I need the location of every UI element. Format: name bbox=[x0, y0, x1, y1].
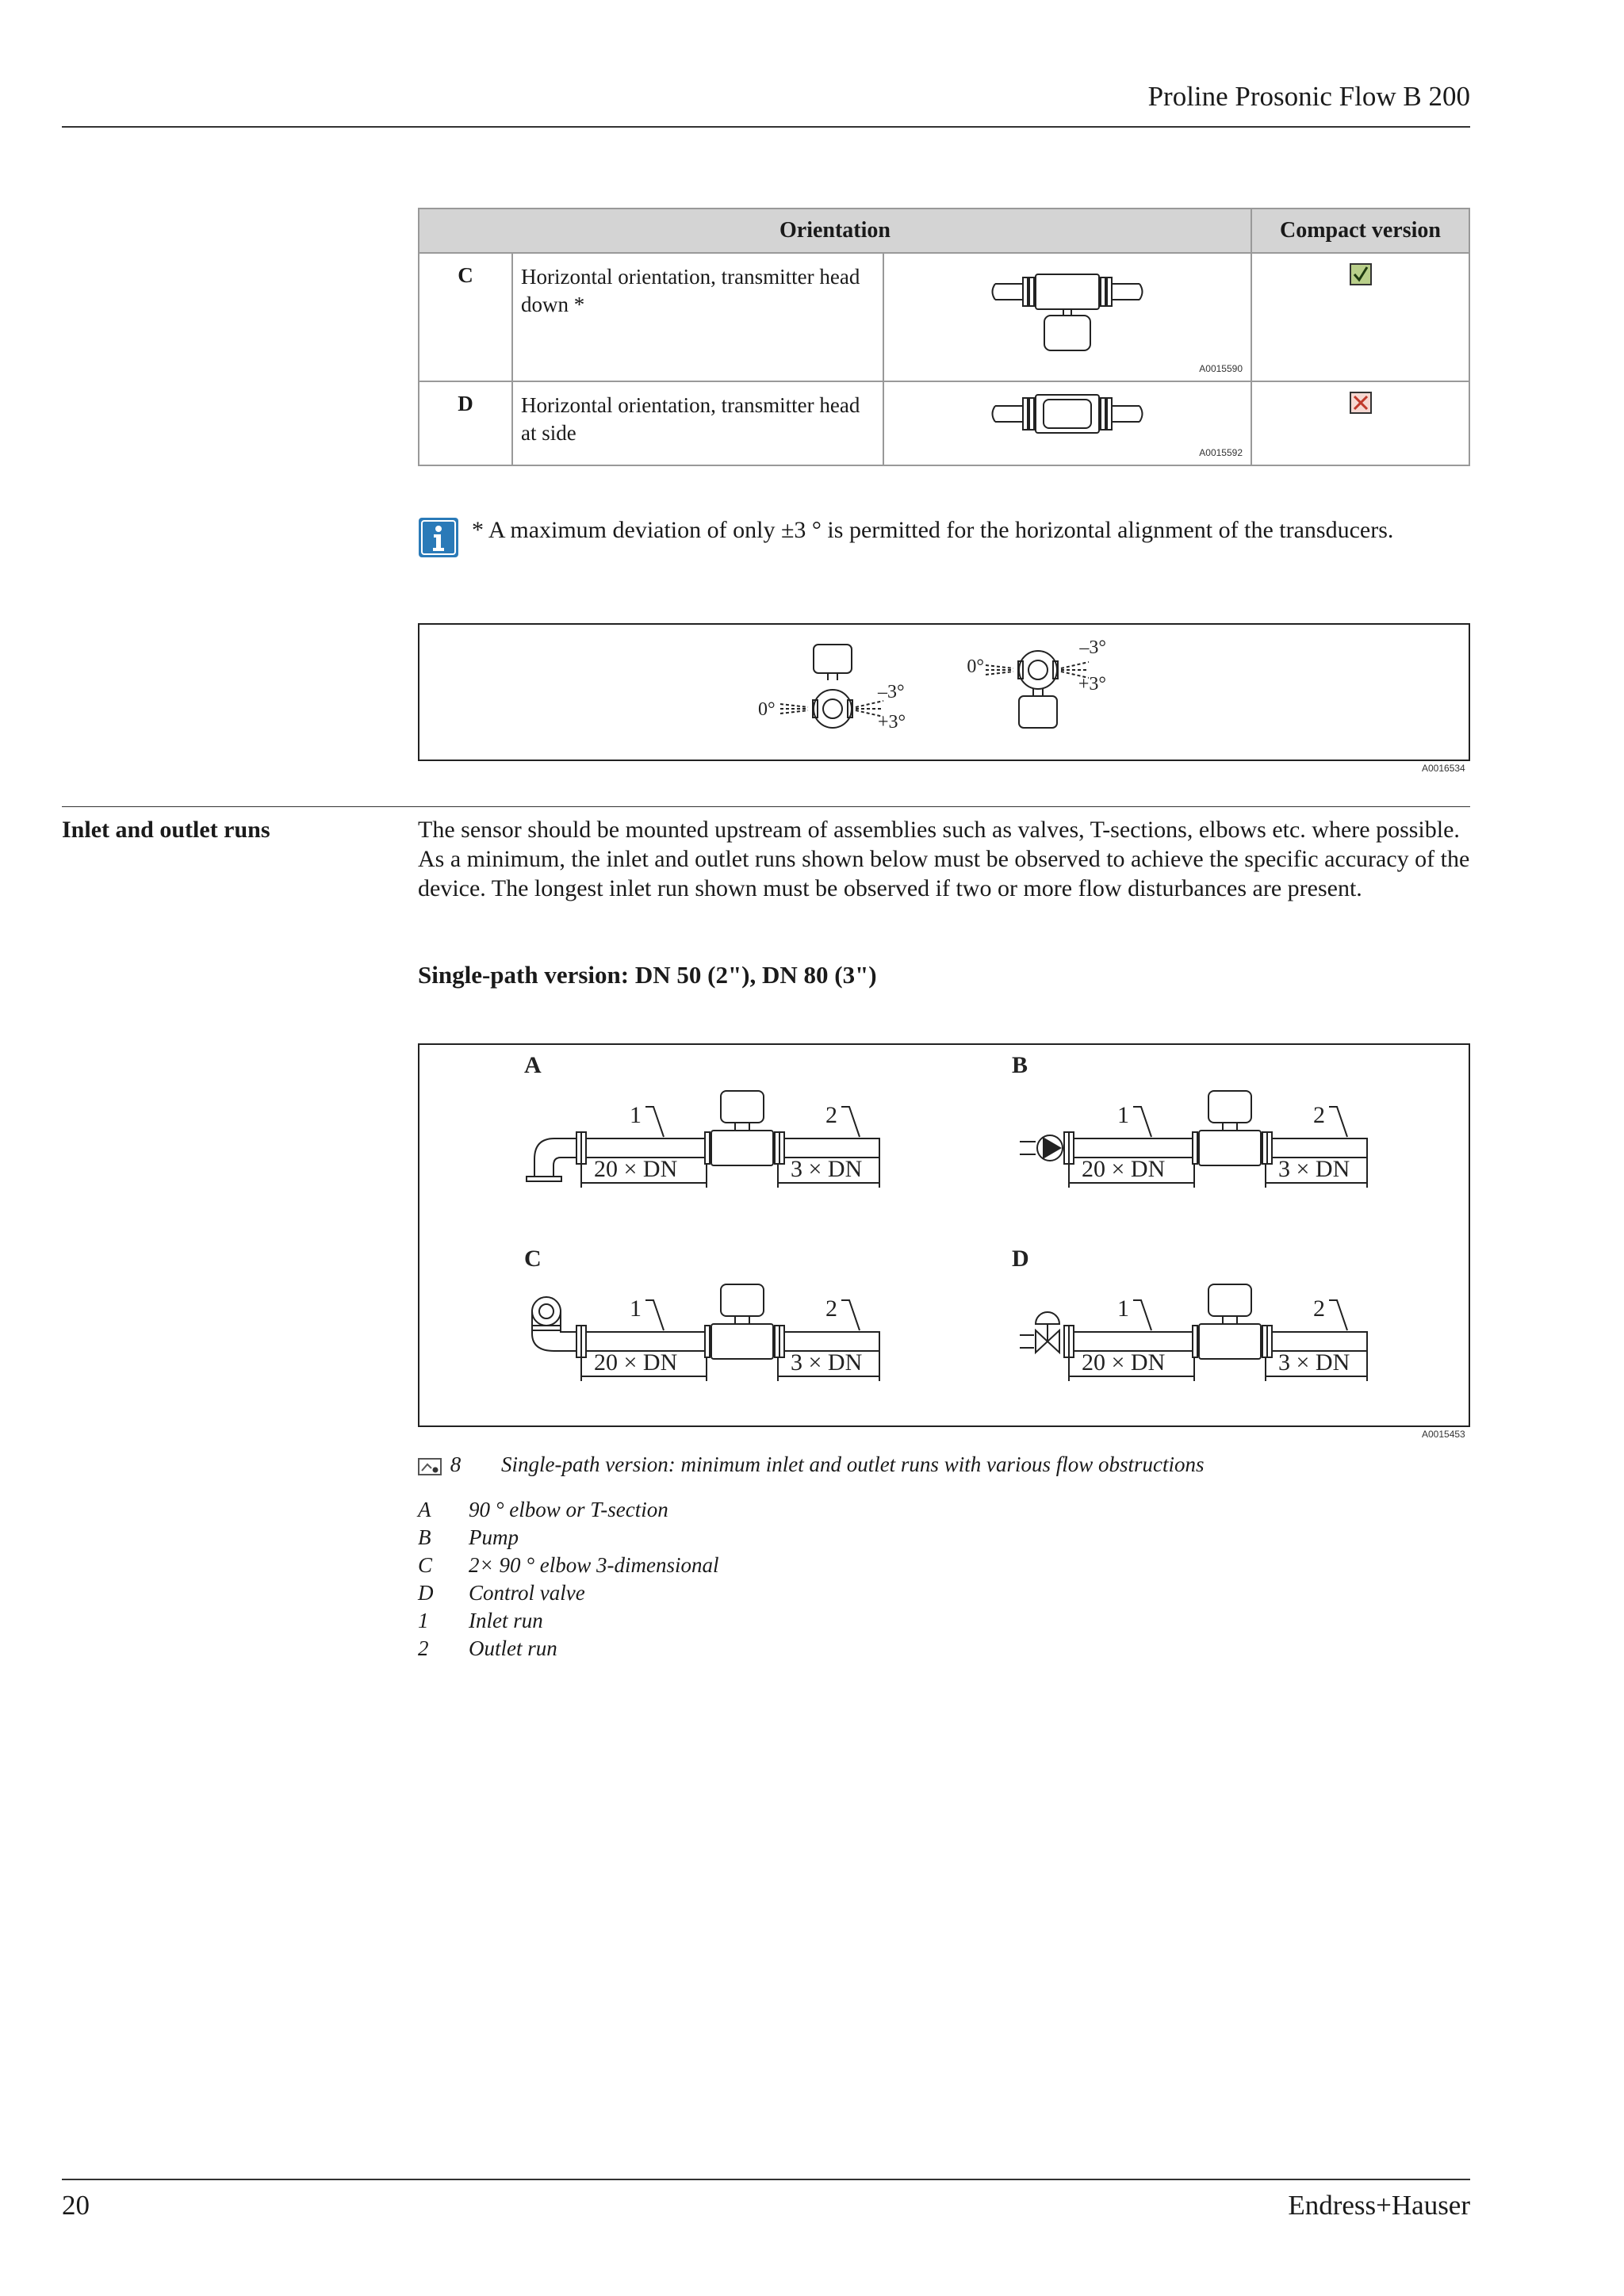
panel-label: A bbox=[524, 1052, 542, 1078]
deviation-zero-label: 0° bbox=[967, 656, 984, 677]
callout-inlet: 1 bbox=[1117, 1295, 1129, 1322]
figure-id: A0015590 bbox=[1199, 363, 1243, 374]
head-side-diagram bbox=[884, 382, 1249, 465]
inlet-dimension: 20 × DN bbox=[594, 1349, 678, 1376]
section-rule bbox=[62, 806, 1470, 807]
orientation-diagram-cell bbox=[883, 253, 1251, 381]
inlet-dimension: 20 × DN bbox=[1082, 1156, 1166, 1182]
pipe-stub bbox=[1020, 1142, 1036, 1154]
callout-outlet: 2 bbox=[825, 1102, 837, 1128]
brand-name: Endress+Hauser bbox=[1288, 2190, 1470, 2221]
pipe-stub bbox=[1020, 1335, 1034, 1348]
outlet-dimension: 3 × DN bbox=[1278, 1156, 1350, 1182]
outlet-pipe bbox=[1272, 1332, 1367, 1351]
figure-id: A0016534 bbox=[1422, 763, 1465, 774]
legend-item: 2 Outlet run bbox=[418, 1636, 557, 1660]
outlet-dimension: 3 × DN bbox=[791, 1156, 863, 1182]
elbow bbox=[534, 1138, 576, 1177]
flange bbox=[1069, 1326, 1074, 1357]
callout-leader bbox=[1133, 1107, 1151, 1137]
outlet-pipe bbox=[784, 1138, 879, 1158]
row-letter: C bbox=[419, 253, 512, 381]
flange bbox=[581, 1326, 586, 1357]
sensor-neck bbox=[1223, 1123, 1237, 1131]
inlet-outlet-figure bbox=[418, 1043, 1470, 1427]
subheading: Single-path version: DN 50 (2"), DN 80 (3") bbox=[418, 961, 877, 989]
inlet-dimension: 20 × DN bbox=[1082, 1349, 1166, 1376]
deviation-plus-label: +3° bbox=[1078, 674, 1106, 695]
col-compact-version: Compact version bbox=[1251, 209, 1469, 253]
figure-caption bbox=[418, 1452, 1205, 1477]
header-rule bbox=[62, 126, 1470, 128]
page-number: 20 bbox=[62, 2190, 90, 2221]
row-letter: D bbox=[419, 381, 512, 465]
row-description: Horizontal orientation, transmitter head at side bbox=[512, 381, 883, 465]
panel-label: B bbox=[1012, 1052, 1028, 1078]
flange bbox=[1193, 1326, 1197, 1357]
orientation-diagram-cell bbox=[883, 381, 1251, 465]
table-row bbox=[419, 381, 1469, 465]
flange bbox=[1193, 1132, 1197, 1164]
info-icon bbox=[418, 517, 459, 558]
cross-icon bbox=[1350, 392, 1372, 414]
sensor-neck bbox=[735, 1316, 749, 1324]
callout-outlet: 2 bbox=[1313, 1295, 1325, 1322]
transmitter-head bbox=[721, 1284, 764, 1316]
flowmeter-sensor bbox=[711, 1131, 773, 1165]
footer-rule bbox=[62, 2179, 1470, 2180]
callout-outlet: 2 bbox=[825, 1295, 837, 1322]
elbow-flange bbox=[527, 1177, 561, 1181]
table-row bbox=[419, 253, 1469, 381]
document-title: Proline Prosonic Flow B 200 bbox=[1147, 81, 1470, 112]
inlet-pipe bbox=[586, 1332, 705, 1351]
note-text: * A maximum deviation of only ±3 ° is permitted for the horizontal alignment of the transducers. bbox=[472, 517, 1394, 543]
compact-status bbox=[1251, 381, 1469, 465]
deviation-diagram bbox=[419, 625, 1469, 760]
outlet-dimension: 3 × DN bbox=[791, 1349, 863, 1376]
callout-leader bbox=[841, 1300, 860, 1330]
col-orientation: Orientation bbox=[419, 209, 1251, 253]
flange bbox=[705, 1326, 710, 1357]
deviation-figure bbox=[418, 623, 1470, 761]
section-heading: Inlet and outlet runs bbox=[62, 817, 270, 843]
panel-label: C bbox=[524, 1246, 542, 1272]
callout-inlet: 1 bbox=[630, 1102, 642, 1128]
callout-leader bbox=[841, 1107, 860, 1137]
legend-item: D Control valve bbox=[418, 1581, 585, 1605]
elbow-3d bbox=[532, 1297, 561, 1326]
panel-label: D bbox=[1012, 1246, 1029, 1272]
sensor-neck bbox=[735, 1123, 749, 1131]
callout-leader bbox=[645, 1300, 664, 1330]
legend-item: 1 Inlet run bbox=[418, 1609, 543, 1632]
legend-item: A 90 ° elbow or T-section bbox=[418, 1498, 668, 1521]
flange bbox=[581, 1132, 586, 1164]
compact-status bbox=[1251, 253, 1469, 381]
row-description: Horizontal orientation, transmitter head down * bbox=[512, 253, 883, 381]
elbow-flange bbox=[532, 1326, 561, 1330]
transmitter-head bbox=[1208, 1284, 1251, 1316]
legend-item: B Pump bbox=[418, 1525, 519, 1549]
caption-text: Single-path version: minimum inlet and outlet runs with various flow obstructions bbox=[501, 1452, 1205, 1476]
outlet-dimension: 3 × DN bbox=[1278, 1349, 1350, 1376]
outlet-pipe bbox=[1272, 1138, 1367, 1158]
flowmeter-sensor bbox=[1199, 1131, 1261, 1165]
inlet-pipe bbox=[1074, 1138, 1193, 1158]
inlet-dimension: 20 × DN bbox=[594, 1156, 678, 1182]
outlet-pipe bbox=[784, 1332, 879, 1351]
callout-leader bbox=[645, 1107, 664, 1137]
callout-leader bbox=[1329, 1107, 1347, 1137]
inlet-outlet-diagram bbox=[419, 1045, 1469, 1425]
transmitter-head bbox=[1208, 1091, 1251, 1123]
callout-outlet: 2 bbox=[1313, 1102, 1325, 1128]
deviation-minus-label: –3° bbox=[878, 682, 905, 702]
check-icon bbox=[1350, 263, 1372, 285]
figure-legend bbox=[418, 1496, 719, 1663]
flowmeter-sensor bbox=[1199, 1324, 1261, 1359]
callout-leader bbox=[1133, 1300, 1151, 1330]
transmitter-head bbox=[721, 1091, 764, 1123]
section-paragraph: The sensor should be mounted upstream of assemblies such as valves, T-sections, elbows etc. where possible. As a minimum, the inlet and outlet runs shown below must be observed to achieve the specific accuracy of the device. The longest inlet run shown must be observed if two or more flow disturbances are present. bbox=[418, 817, 1470, 901]
head-down-diagram bbox=[884, 254, 1249, 381]
figure-id: A0015453 bbox=[1422, 1429, 1465, 1440]
inlet-pipe bbox=[586, 1138, 705, 1158]
flange bbox=[705, 1132, 710, 1164]
deviation-zero-label: 0° bbox=[758, 699, 776, 720]
callout-inlet: 1 bbox=[630, 1295, 642, 1322]
callout-inlet: 1 bbox=[1117, 1102, 1129, 1128]
sensor-neck bbox=[1223, 1316, 1237, 1324]
elbow-3d-inner bbox=[539, 1304, 553, 1318]
deviation-plus-label: +3° bbox=[878, 712, 906, 733]
figure-icon bbox=[418, 1458, 442, 1475]
orientation-table bbox=[418, 208, 1470, 466]
info-note bbox=[418, 517, 1394, 558]
flange bbox=[1069, 1132, 1074, 1164]
legend-item: C 2× 90 ° elbow 3-dimensional bbox=[418, 1553, 719, 1577]
callout-leader bbox=[1329, 1300, 1347, 1330]
deviation-minus-label: –3° bbox=[1079, 637, 1106, 658]
flowmeter-sensor bbox=[711, 1324, 773, 1359]
figure-id: A0015592 bbox=[1199, 447, 1243, 458]
inlet-pipe bbox=[1074, 1332, 1193, 1351]
caption-number: 8 bbox=[450, 1452, 462, 1476]
valve-actuator bbox=[1036, 1312, 1059, 1324]
